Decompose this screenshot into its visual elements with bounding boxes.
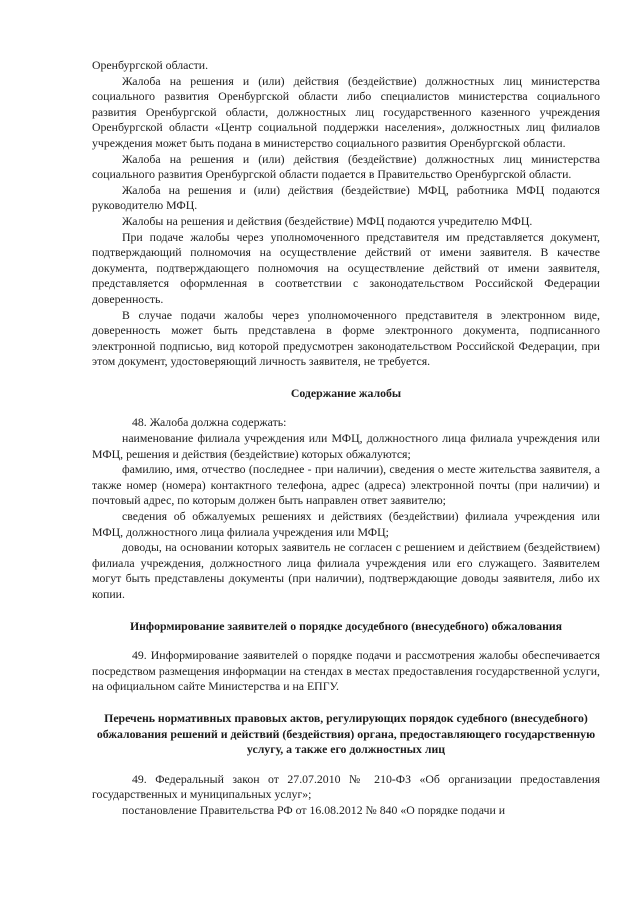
paragraph-14: постановление Правительства РФ от 16.08.2012 № 840 «О порядке подачи и: [122, 802, 506, 817]
section-heading-complaint-content: Содержание жалобы: [290, 385, 402, 400]
paragraph-1: Жалоба на решения и (или) действия (бездействие) должностных лиц министерства социального развития Оренбургской области либо специалистов министерства социального развития Оренбургской области, должностных лиц государственного казенного учреждения Оренбургской области «Центр социальной поддержки населения», должностных лиц филиалов учреждения может быть подана в министерство социального развития Оренбургской области.: [92, 73, 600, 150]
paragraph-10: сведения об обжалуемых решениях и действиях (бездействии) филиала учреждения или МФЦ, должностного лица филиала учреждения или МФЦ;: [92, 509, 600, 539]
section-heading-informing: Информирование заявителей о порядке досудебного (внесудебного) обжалования: [129, 618, 563, 633]
paragraph-11: доводы, на основании которых заявитель не согласен с решением и действием (бездействием) филиала учреждения, должностного лица филиала учреждения или его служащего. Заявителем могут быть представлены документы (при наличии), подтверждающие доводы заявителя, либо их копии.: [92, 540, 600, 601]
paragraph-3: Жалоба на решения и (или) действия (бездействие) МФЦ, работника МФЦ подаются руководителю МФЦ.: [92, 182, 600, 213]
paragraph-7: 48. Жалоба должна содержать:: [132, 415, 287, 430]
paragraph-0: Оренбургской области.: [92, 58, 209, 72]
paragraph-4: Жалобы на решения и действия (бездействие) МФЦ подаются учредителю МФЦ.: [122, 213, 533, 228]
paragraph-6: В случае подачи жалобы через уполномоченного представителя в электронном виде, доверенность может быть представлена в форме электронного документа, подписанного электронной подписью, вид которой предусмотрен законодательством Российской Федерации, при этом документ, удостоверяющий личность заявителя, не требуется.: [92, 307, 600, 369]
paragraph-5: При подаче жалобы через уполномоченного представителя им представляется документ, подтверждающий полномочия на осуществление действий от имени заявителя. В качестве документа, подтверждающего полномочия на осуществление действий от имени заявителя, представляется оформленная в соответствии с законодательством Российской Федерации доверенность.: [92, 229, 600, 306]
paragraph-9: фамилию, имя, отчество (последнее - при наличии), сведения о месте жительства заявителя, а также номер (номера) контактного телефона, адрес (адреса) электронной почты (при наличии) и почтовый адрес, по которым должен быть направлен ответ заявителю;: [92, 462, 600, 508]
paragraph-2: Жалоба на решения и (или) действия (бездействие) должностных лиц министерства социального развития Оренбургской области подается в Правительство Оренбургской области.: [92, 151, 600, 182]
paragraph-13: 49. Федеральный закон от 27.07.2010 № 210-ФЗ «Об организации предоставления государственных и муниципальных услуг»;: [92, 771, 600, 802]
section-heading-legal-acts: Перечень нормативных правовых актов, регулирующих порядок судебного (внесудебного) обжалования решений и действий (бездействия) органа, предоставляющего государственную услугу, а также его должностных лиц: [96, 710, 596, 757]
paragraph-8: наименование филиала учреждения или МФЦ, должностного лица филиала учреждения или МФЦ, решения и действия (бездействие) которых обжалуются;: [92, 431, 600, 461]
paragraph-12: 49. Информирование заявителей о порядке подачи и рассмотрения жалобы обеспечивается посредством размещения информации на стендах в местах предоставления государственной услуги, на официальном сайте Министерства и на ЕПГУ.: [92, 648, 600, 694]
